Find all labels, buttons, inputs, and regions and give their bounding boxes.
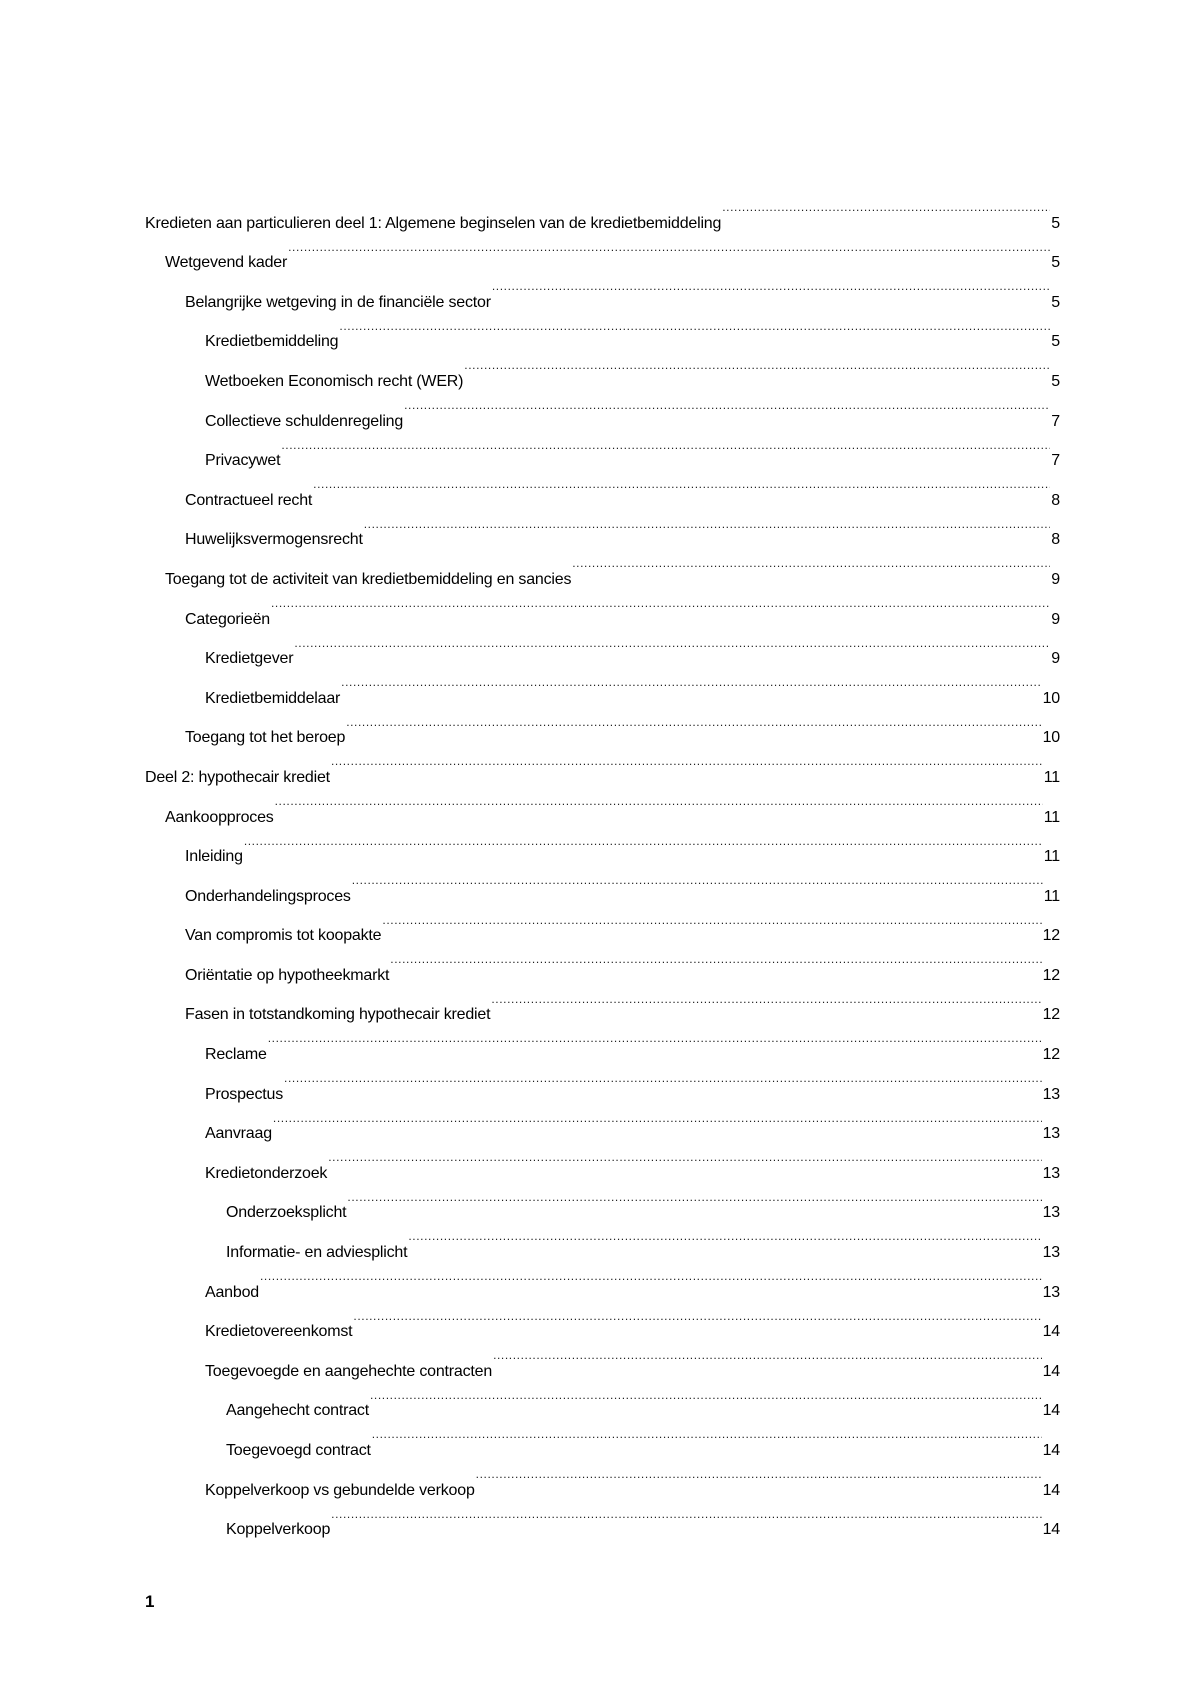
toc-dot-leader <box>364 505 1051 545</box>
toc-entry-page-number: 5 <box>1051 293 1060 311</box>
toc-entry-page-number: 10 <box>1042 729 1060 747</box>
toc-entry[interactable] <box>145 624 1060 668</box>
toc-entry-page-number: 14 <box>1042 1521 1060 1539</box>
toc-entry[interactable] <box>145 1059 1060 1103</box>
toc-entry-page-number: 9 <box>1051 570 1060 588</box>
toc-dot-leader <box>346 703 1041 743</box>
toc-dot-leader <box>294 624 1050 664</box>
toc-entry-page-number: 10 <box>1042 689 1060 707</box>
toc-dot-leader <box>281 426 1050 466</box>
toc-dot-leader <box>404 386 1050 426</box>
toc-entry-page-number: 8 <box>1051 531 1060 549</box>
toc-entry-title: Van compromis tot koopakte <box>185 927 382 945</box>
toc-entry-title: Onderhandelingsproces <box>185 887 351 905</box>
toc-entry-page-number: 12 <box>1042 1046 1060 1064</box>
toc-entry-page-number: 12 <box>1042 966 1060 984</box>
toc-entry-title: Toegang tot de activiteit van kredietbemiddeling en sancies <box>165 570 572 588</box>
toc-entry-title: Inleiding <box>185 848 243 866</box>
toc-entry-page-number: 14 <box>1042 1323 1060 1341</box>
toc-entry[interactable] <box>145 822 1060 866</box>
toc-dot-leader <box>390 940 1041 980</box>
toc-entry[interactable] <box>145 1099 1060 1143</box>
toc-dot-leader <box>284 1059 1042 1099</box>
toc-entry-page-number: 5 <box>1051 333 1060 351</box>
toc-entry-page-number: 5 <box>1051 254 1060 272</box>
toc-entry[interactable] <box>145 1019 1060 1064</box>
toc-entry-title: Wetgevend kader <box>165 254 288 272</box>
toc-entry-page-number: 13 <box>1042 1244 1060 1262</box>
toc-entry[interactable] <box>145 188 1060 232</box>
toc-entry[interactable] <box>145 1297 1060 1341</box>
toc-entry-title: Koppelverkoop <box>226 1521 331 1539</box>
toc-entry-title: Huwelijksvermogensrecht <box>185 531 363 549</box>
toc-entry-title: Toegang tot het beroep <box>185 729 346 747</box>
toc-dot-leader <box>353 1297 1041 1337</box>
toc-entry-page-number: 12 <box>1042 1006 1060 1024</box>
toc-dot-leader <box>492 267 1050 307</box>
toc-entry-title: Kredieten aan particulieren deel 1: Algemene beginselen van de kredietbemiddeling <box>145 214 722 232</box>
toc-entry-title: Toegevoegd contract <box>226 1442 371 1459</box>
toc-entry-title: Collectieve schuldenregeling <box>205 412 404 430</box>
toc-entry-page-number: 14 <box>1042 1481 1060 1499</box>
toc-dot-leader <box>572 544 1050 584</box>
toc-entry-page-number: 14 <box>1042 1402 1060 1420</box>
toc-dot-leader <box>476 1455 1042 1495</box>
toc-dot-leader <box>491 980 1041 1020</box>
toc-entry-title: Kredietgever <box>205 650 294 668</box>
toc-entry-title: Belangrijke wetgeving in de financiële sector <box>185 293 491 311</box>
toc-dot-leader <box>464 346 1050 386</box>
toc-entry-page-number: 11 <box>1043 848 1060 866</box>
table-of-contents <box>145 188 1060 1539</box>
toc-entry-page-number: 13 <box>1042 1085 1060 1103</box>
toc-entry-page-number: 12 <box>1042 927 1060 945</box>
toc-entry-title: Kredietovereenkomst <box>205 1323 353 1341</box>
toc-dot-leader <box>352 861 1043 901</box>
toc-entry-page-number: 5 <box>1051 372 1060 390</box>
toc-entry-page-number: 9 <box>1051 610 1060 628</box>
toc-entry-title: Aanvraag <box>205 1125 272 1143</box>
toc-dot-leader <box>331 1495 1041 1535</box>
toc-entry-title: Aangehecht contract <box>226 1402 369 1420</box>
toc-entry[interactable] <box>145 782 1060 826</box>
toc-entry-page-number: 9 <box>1051 650 1060 668</box>
toc-entry-title: Aanbod <box>205 1283 259 1301</box>
toc-entry-title: Koppelverkoop vs gebundelde verkoop <box>205 1481 475 1499</box>
toc-entry-title: Informatie- en adviesplicht <box>226 1244 408 1262</box>
toc-entry[interactable] <box>145 1257 1060 1301</box>
toc-entry-title: Prospectus <box>205 1085 284 1103</box>
toc-dot-leader <box>288 228 1050 268</box>
toc-dot-leader <box>260 1257 1042 1297</box>
toc-entry-title: Oriëntatie op hypotheekmarkt <box>185 966 390 984</box>
toc-dot-leader <box>273 1099 1042 1139</box>
toc-entry-page-number: 7 <box>1051 412 1060 430</box>
toc-entry-title: Contractueel recht <box>185 491 313 509</box>
toc-entry-title: Wetboeken Economisch recht (WER) <box>205 372 464 390</box>
toc-entry-title: Kredietonderzoek <box>205 1164 328 1182</box>
toc-entry-page-number: 14 <box>1042 1442 1060 1459</box>
toc-entry-title: Privacywet <box>205 452 281 470</box>
toc-entry-page-number: 14 <box>1042 1362 1060 1380</box>
toc-dot-leader <box>347 1178 1041 1218</box>
toc-dot-leader <box>328 1138 1041 1178</box>
toc-dot-leader <box>268 1019 1042 1059</box>
toc-dot-leader <box>372 1415 1042 1455</box>
toc-entry-page-number: 5 <box>1051 214 1060 232</box>
toc-entry-page-number: 13 <box>1042 1204 1060 1222</box>
toc-entry[interactable] <box>145 465 1060 509</box>
toc-entry-page-number: 11 <box>1043 768 1060 786</box>
toc-entry-page-number: 13 <box>1042 1125 1060 1143</box>
toc-dot-leader <box>341 663 1041 703</box>
toc-dot-leader <box>244 822 1043 862</box>
toc-dot-leader <box>331 742 1043 782</box>
toc-dot-leader <box>408 1217 1041 1257</box>
toc-entry[interactable] <box>145 584 1060 628</box>
toc-dot-leader <box>722 188 1050 228</box>
toc-entry-page-number: 11 <box>1043 808 1060 826</box>
toc-entry[interactable] <box>145 861 1060 905</box>
toc-dot-leader <box>271 584 1050 624</box>
toc-entry[interactable] <box>145 426 1060 470</box>
toc-dot-leader <box>339 307 1050 347</box>
toc-entry-title: Categorieën <box>185 610 270 628</box>
toc-entry-title: Toegevoegde en aangehechte contracten <box>205 1362 493 1380</box>
page-number: 1 <box>145 1592 155 1611</box>
toc-entry-title: Reclame <box>205 1046 267 1064</box>
toc-dot-leader <box>493 1336 1042 1376</box>
toc-entry-title: Aankoopproces <box>165 808 274 826</box>
toc-entry[interactable] <box>145 1138 1060 1182</box>
toc-dot-leader <box>313 465 1050 505</box>
toc-entry-page-number: 13 <box>1042 1164 1060 1182</box>
toc-dot-leader <box>275 782 1043 822</box>
toc-entry-title: Fasen in totstandkoming hypothecair krediet <box>185 1006 491 1024</box>
toc-entry-page-number: 7 <box>1051 452 1060 470</box>
toc-entry-page-number: 11 <box>1043 887 1060 905</box>
toc-entry-page-number: 8 <box>1051 491 1060 509</box>
toc-entry-title: Onderzoeksplicht <box>226 1204 347 1222</box>
toc-entry-page-number: 13 <box>1042 1283 1060 1301</box>
toc-entry-title: Kredietbemiddeling <box>205 333 339 351</box>
toc-dot-leader <box>370 1376 1042 1416</box>
toc-entry-title: Deel 2: hypothecair krediet <box>145 768 330 786</box>
toc-entry-title: Kredietbemiddelaar <box>205 689 341 707</box>
toc-dot-leader <box>382 901 1041 941</box>
